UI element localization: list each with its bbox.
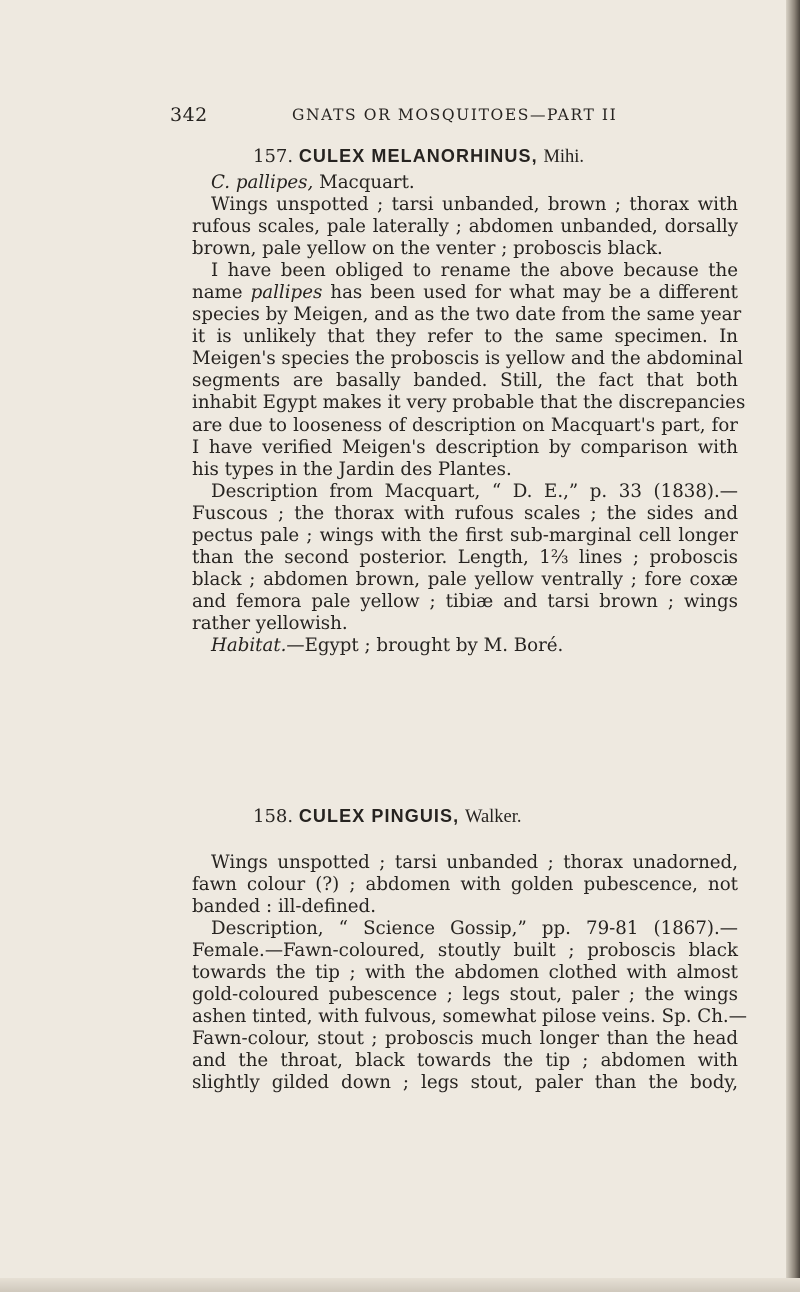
text-line: Wings unspotted ; tarsi unbanded, brown ; thorax with xyxy=(211,194,738,216)
text-line: I have verified Meigen's description by comparison with xyxy=(192,436,738,458)
text-line: it is unlikely that they refer to the same specimen. In xyxy=(192,326,738,348)
species-text-157 xyxy=(192,172,746,657)
species-number: 157. xyxy=(253,146,294,167)
text-line: species by Meigen, and as the two date from the same year xyxy=(192,304,742,326)
text-line: are due to looseness of description on Macquart's part, for xyxy=(192,414,738,436)
text-line: towards the tip ; with the abdomen clothed with almost xyxy=(192,962,738,984)
habitat-text: —Egypt ; brought by M. Boré. xyxy=(286,634,564,656)
species-number: 158. xyxy=(253,806,294,827)
text-line: Female.—Fawn-coloured, stoutly built ; proboscis black xyxy=(192,940,738,962)
species-heading-157 xyxy=(253,146,584,168)
habitat-line xyxy=(192,635,738,657)
text-line: his types in the Jardin des Plantes. xyxy=(192,458,512,480)
text-line: ashen tinted, with fulvous, somewhat pilose veins. Sp. Ch.— xyxy=(192,1006,747,1028)
species-authority: Mihi. xyxy=(543,147,585,167)
page-number: 342 xyxy=(170,104,208,126)
species-name: CULEX MELANORHINUS, xyxy=(298,146,538,166)
text-line: and femora pale yellow ; tibiæ and tarsi brown ; wings xyxy=(192,590,738,612)
text-line: Description from Macquart, “ D. E.,” p. 33 (1838).— xyxy=(211,480,738,502)
text-line: black ; abdomen brown, pale yellow ventrally ; fore coxæ xyxy=(192,568,738,590)
text-line: brown, pale yellow on the venter ; proboscis black. xyxy=(192,238,663,260)
text-line: Fawn-colour, stout ; proboscis much longer than the head xyxy=(192,1028,738,1050)
text-line: fawn colour (?) ; abdomen with golden pubescence, not xyxy=(192,874,738,896)
text-line: banded : ill-defined. xyxy=(192,896,376,918)
italic-species-name: pallipes xyxy=(250,282,323,304)
species-name: CULEX PINGUIS, xyxy=(298,806,460,826)
text-line: Wings unspotted ; tarsi unbanded ; thorax unadorned, xyxy=(211,852,738,873)
page-binding-edge xyxy=(786,0,800,1292)
text-line: name pallipes has been used for what may be a different xyxy=(192,282,738,304)
text-line: Meigen's species the proboscis is yellow and the abdominal xyxy=(192,348,743,370)
text-line: segments are basally banded. Still, the fact that both xyxy=(192,370,738,392)
text-line: rather yellowish. xyxy=(192,612,348,634)
text-line: than the second posterior. Length, 1⅔ lines ; proboscis xyxy=(192,546,738,568)
page-bottom-edge xyxy=(0,1278,800,1292)
species-heading-158 xyxy=(253,806,522,828)
text-line: and the throat, black towards the tip ; abdomen with xyxy=(192,1050,738,1072)
synonym-author: Macquart. xyxy=(313,172,415,193)
synonym-name: C. pallipes, xyxy=(211,172,314,193)
page-header xyxy=(170,104,730,126)
text-line: rufous scales, pale laterally ; abdomen unbanded, dorsally xyxy=(192,216,738,238)
text-line: Fuscous ; the thorax with rufous scales ; the sides and xyxy=(192,502,738,524)
running-title: GNATS OR MOSQUITOES—PART II xyxy=(292,106,618,124)
species-text-158 xyxy=(192,852,747,1095)
species-authority: Walker. xyxy=(464,807,522,827)
synonym-line xyxy=(192,172,738,194)
text-line: I have been obliged to rename the above because the xyxy=(211,260,738,282)
text-line: inhabit Egypt makes it very probable that the discrepancies xyxy=(192,392,746,414)
text-line: pectus pale ; wings with the first sub-marginal cell longer xyxy=(192,524,738,546)
text-line: Description, “ Science Gossip,” pp. 79-81 (1867).— xyxy=(211,918,738,940)
habitat-label: Habitat. xyxy=(211,634,287,656)
text-line: slightly gilded down ; legs stout, paler than the body, xyxy=(192,1072,738,1094)
text-line: gold-coloured pubescence ; legs stout, paler ; the wings xyxy=(192,984,738,1006)
